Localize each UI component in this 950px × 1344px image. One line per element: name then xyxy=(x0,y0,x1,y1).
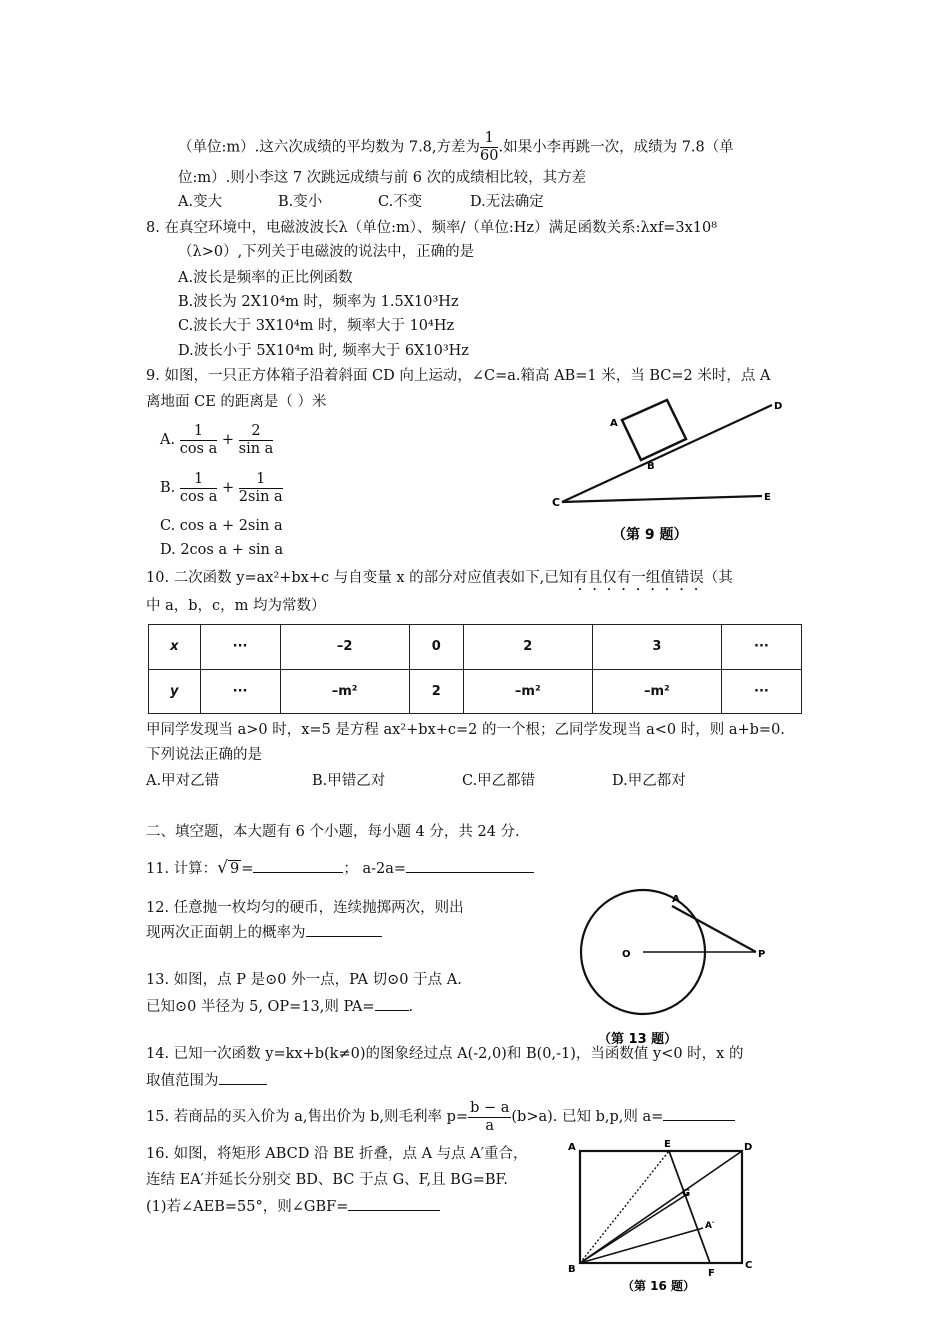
q11-answer-blank-2[interactable] xyxy=(406,858,534,873)
q11-line xyxy=(146,858,534,879)
table-cell: x xyxy=(149,625,201,670)
q9-b-frac1 xyxy=(180,471,218,506)
table-cell: 2 xyxy=(409,669,463,714)
table-row xyxy=(149,669,802,714)
table-cell: 0 xyxy=(409,625,463,670)
label-d: D xyxy=(774,401,783,412)
q16-line2: 连结 EA′并延长分别交 BD、BC 于点 G、F,且 BG=BF. xyxy=(146,1172,508,1188)
q8-line1: 8. 在真空环境中，电磁波波长λ（单位:m）、频率/（单位:Hz）满足函数关系:λxf=3x10⁸ xyxy=(146,220,718,236)
q12-line2 xyxy=(146,922,382,943)
q9-option-a xyxy=(160,422,273,462)
q10-emphasis: 有且仅有一组值错误 xyxy=(573,570,704,586)
q8-line2: （λ>0）,下列关于电磁波的说法中，正确的是 xyxy=(178,244,475,260)
q15-line xyxy=(146,1098,735,1138)
table-cell: ··· xyxy=(721,669,801,714)
label-e: E xyxy=(664,1139,671,1150)
label-a: A xyxy=(610,418,618,429)
label-a-prime: A′ xyxy=(705,1221,715,1231)
q7-line2: 位:m）.则小李这 7 次跳远成绩与前 6 次的成绩相比较，其方差 xyxy=(178,170,587,186)
q16-line1: 16. 如图，将矩形 ABCD 沿 BE 折叠，点 A 与点 A′重合， xyxy=(146,1146,528,1162)
label-e: E xyxy=(764,492,771,503)
ground-line-ce xyxy=(562,496,762,502)
q15-suffix: (b>a). 已知 b,p,则 a= xyxy=(511,1109,664,1125)
q15-prefix: 15. 若商品的买入价为 a,售出价为 b,则毛利率 p= xyxy=(146,1109,469,1125)
table-cell: –m² xyxy=(280,669,409,714)
q10-line3: 甲同学发现当 a>0 时，x=5 是方程 ax²+bx+c=2 的一个根；乙同学发现当 a<0 时，则 a+b=0. xyxy=(146,722,785,738)
section-heading: 二、填空题，本大题有 6 个小题，每小题 4 分，共 24 分. xyxy=(146,824,520,840)
q14-line2 xyxy=(146,1070,267,1091)
q10-text-b: （其 xyxy=(703,570,733,586)
line-ba-prime xyxy=(580,1228,703,1263)
q8-option-a: A.波长是频率的正比例函数 xyxy=(178,270,353,286)
q13-line1: 13. 如图，点 P 是⊙0 外一点，PA 切⊙0 于点 A. xyxy=(146,972,462,988)
q10-text-a: 10. 二次函数 y=ax²+bx+c 与自变量 x 的部分对应值表如下,已知 xyxy=(146,570,574,586)
q9-a-frac1 xyxy=(180,423,218,458)
box-square xyxy=(622,400,686,460)
q8-option-c: C.波长大于 3X10⁴m 时，频率大于 10⁴Hz xyxy=(178,318,455,334)
q7-text-b: .如果小李再跳一次，成绩为 7.8（单 xyxy=(498,139,734,156)
q12-line1: 12. 任意抛一枚均匀的硬币，连续抛掷两次，则出 xyxy=(146,900,464,916)
q15-answer-blank[interactable] xyxy=(663,1106,735,1121)
table-cell: –2 xyxy=(280,625,409,670)
q9-line1: 9. 如图，一只正方体箱子沿着斜面 CD 向上运动，∠C=a.箱高 AB=1 米，当 BC=2 米时，点 A xyxy=(146,368,771,384)
q9-a-frac2 xyxy=(239,423,274,458)
frac-num: 1 xyxy=(239,471,283,489)
table-cell: –m² xyxy=(463,669,592,714)
frac-num: 2 xyxy=(239,423,274,441)
q14-text: 取值范围为 xyxy=(146,1073,219,1089)
table-cell: 2 xyxy=(463,625,592,670)
q13-text: 已知⊙0 半径为 5, OP=13,则 PA= xyxy=(146,999,375,1015)
q9-option-b xyxy=(160,470,283,510)
q11-answer-blank-1[interactable] xyxy=(253,858,343,873)
label-c: C xyxy=(552,496,561,509)
table-cell: 3 xyxy=(592,625,721,670)
q9-b-frac2 xyxy=(239,471,283,506)
q11-equals: = xyxy=(241,861,254,877)
table-cell: ··· xyxy=(200,669,280,714)
q10-option-b: B.甲错乙对 xyxy=(312,773,386,789)
table-cell: y xyxy=(149,669,201,714)
q10-line2: 中 a，b，c，m 均为常数） xyxy=(146,598,326,614)
q7-frac-num: 1 xyxy=(480,130,498,148)
q16-line3 xyxy=(146,1196,440,1217)
q8-option-d: D.波长小于 5X10⁴m 时, 频率大于 6X10³Hz xyxy=(178,343,469,359)
q9-line2: 离地面 CE 的距离是（ ）米 xyxy=(146,394,327,410)
q11-sep: ； a-2a= xyxy=(343,861,407,877)
q15-fraction xyxy=(468,1100,511,1135)
q9-option-d: D. 2cos a + sin a xyxy=(160,542,284,558)
sqrt-sign: √ xyxy=(217,858,229,878)
label-c: C xyxy=(745,1260,753,1271)
q9-figure xyxy=(540,390,800,550)
label-d: D xyxy=(744,1142,753,1153)
q10-option-a: A.甲对乙错 xyxy=(146,773,220,789)
q7-frac-den: 60 xyxy=(480,148,499,164)
q7-option-a: A.变大 xyxy=(178,194,223,210)
q9-b-label: B. xyxy=(160,480,176,496)
frac-den: a xyxy=(485,1117,495,1134)
line-ef xyxy=(669,1151,710,1263)
plus-sign: + xyxy=(221,432,235,448)
q11-prefix: 11. 计算： xyxy=(146,861,218,877)
frac-den: cos a xyxy=(179,488,218,505)
label-a: A xyxy=(568,1142,576,1153)
diagonal-bd xyxy=(580,1151,742,1263)
q7-option-b: B.变小 xyxy=(278,194,323,210)
frac-den: cos a xyxy=(179,440,218,457)
q7-line1 xyxy=(178,130,734,165)
q8-option-b: B.波长为 2X10⁴m 时，频率为 1.5X10³Hz xyxy=(178,294,459,310)
table-cell: ··· xyxy=(200,625,280,670)
q10-line1 xyxy=(146,568,733,594)
label-f: F xyxy=(708,1268,715,1279)
q16-text: (1)若∠AEB=55°，则∠GBF= xyxy=(146,1199,349,1215)
q7-option-d: D.无法确定 xyxy=(470,194,544,210)
q13-figure xyxy=(560,888,790,1048)
q14-line1: 14. 已知一次函数 y=kx+b(k≠0)的图象经过点 A(-2,0)和 B(0,-1)，当函数值 y<0 时，x 的 xyxy=(146,1046,744,1062)
q10-option-c: C.甲乙都错 xyxy=(462,773,536,789)
q7-fraction xyxy=(480,130,498,165)
q9-option-c: C. cos a + 2sin a xyxy=(160,518,283,534)
label-b: B xyxy=(568,1264,576,1275)
plus-sign: + xyxy=(222,480,235,496)
q7-text-a: （单位:m）.这六次成绩的平均数为 7.8,方差为 xyxy=(178,139,481,156)
q10-table xyxy=(148,624,802,714)
line-bg xyxy=(580,1193,689,1263)
q12-text: 现两次正面朝上的概率为 xyxy=(146,925,306,941)
q14-answer-blank[interactable] xyxy=(219,1070,267,1085)
table-cell: –m² xyxy=(592,669,721,714)
q9-caption: （第 9 题） xyxy=(612,527,688,543)
fold-line-be xyxy=(580,1151,669,1263)
q12-answer-blank[interactable] xyxy=(306,922,382,937)
frac-den: 2sin a xyxy=(238,488,283,505)
label-b: B xyxy=(647,461,655,472)
q16-figure xyxy=(560,1136,760,1296)
slope-line-cd xyxy=(562,405,772,502)
sqrt-arg: 9 xyxy=(230,861,240,877)
frac-den: sin a xyxy=(238,440,274,457)
q13-period: . xyxy=(408,999,414,1015)
q7-option-c: C.不变 xyxy=(378,194,423,210)
q10-option-d: D.甲乙都对 xyxy=(612,773,686,789)
frac-num: 1 xyxy=(180,471,218,489)
table-cell: ··· xyxy=(721,625,801,670)
label-g: G xyxy=(682,1188,691,1199)
q16-caption: （第 16 题） xyxy=(622,1279,696,1293)
q16-answer-blank[interactable] xyxy=(348,1196,440,1211)
tangent-pa xyxy=(672,906,756,952)
q9-a-label: A. xyxy=(160,432,176,448)
q13-caption: （第 13 题） xyxy=(598,1032,678,1047)
frac-num: b − a xyxy=(470,1099,510,1116)
q13-answer-blank[interactable] xyxy=(375,996,409,1011)
table-row xyxy=(149,625,802,670)
q13-line2 xyxy=(146,996,413,1017)
q10-line4: 下列说法正确的是 xyxy=(146,747,262,763)
frac-num: 1 xyxy=(180,423,218,441)
label-a: A xyxy=(672,894,680,905)
label-o: O xyxy=(622,949,631,960)
label-p: P xyxy=(758,949,766,960)
